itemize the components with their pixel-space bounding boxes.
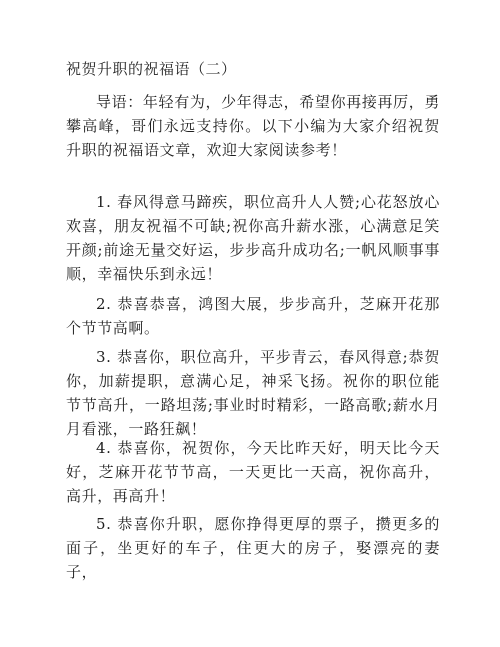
intro-paragraph: 导语：年轻有为，少年得志，希望你再接再厉，勇攀高峰，哥们永远支持你。以下小编为大家介绍祝贺升职的祝福语文章，欢迎大家阅读参考！ — [66, 93, 440, 159]
wish-paragraph-2: 2. 恭喜恭喜，鸿图大展，步步高升，芝麻开花那个节节高啊。 — [66, 295, 440, 337]
wish-paragraph-3: 3. 恭喜你，职位高升，平步青云，春风得意;恭贺你，加薪提职，意满心足，神采飞扬。祝你的职位能节节高升，一路坦荡;事业时时精彩，一路高歌;薪水月月看涨，一路狂飙！ — [66, 348, 440, 438]
wish-paragraph-5: 5. 恭喜你升职，愿你挣得更厚的票子，攒更多的面子，坐更好的车子，住更大的房子，娶漂亮的妻子， — [66, 515, 440, 581]
wish-paragraph-4: 4. 恭喜你，祝贺你，今天比昨天好，明天比今天好，芝麻开花节节高，一天更比一天高，祝你高升，高升，再高升！ — [66, 439, 440, 505]
wish-paragraph-1: 1. 春风得意马蹄疾，职位高升人人赞;心花怒放心欢喜，朋友祝福不可缺;祝你高升薪水涨，心满意足笑开颜;前途无量交好运，步步高升成功名;一帆风顺事事顺，幸福快乐到永远！ — [66, 193, 440, 283]
document-title: 祝贺升职的祝福语（二） — [66, 60, 237, 78]
